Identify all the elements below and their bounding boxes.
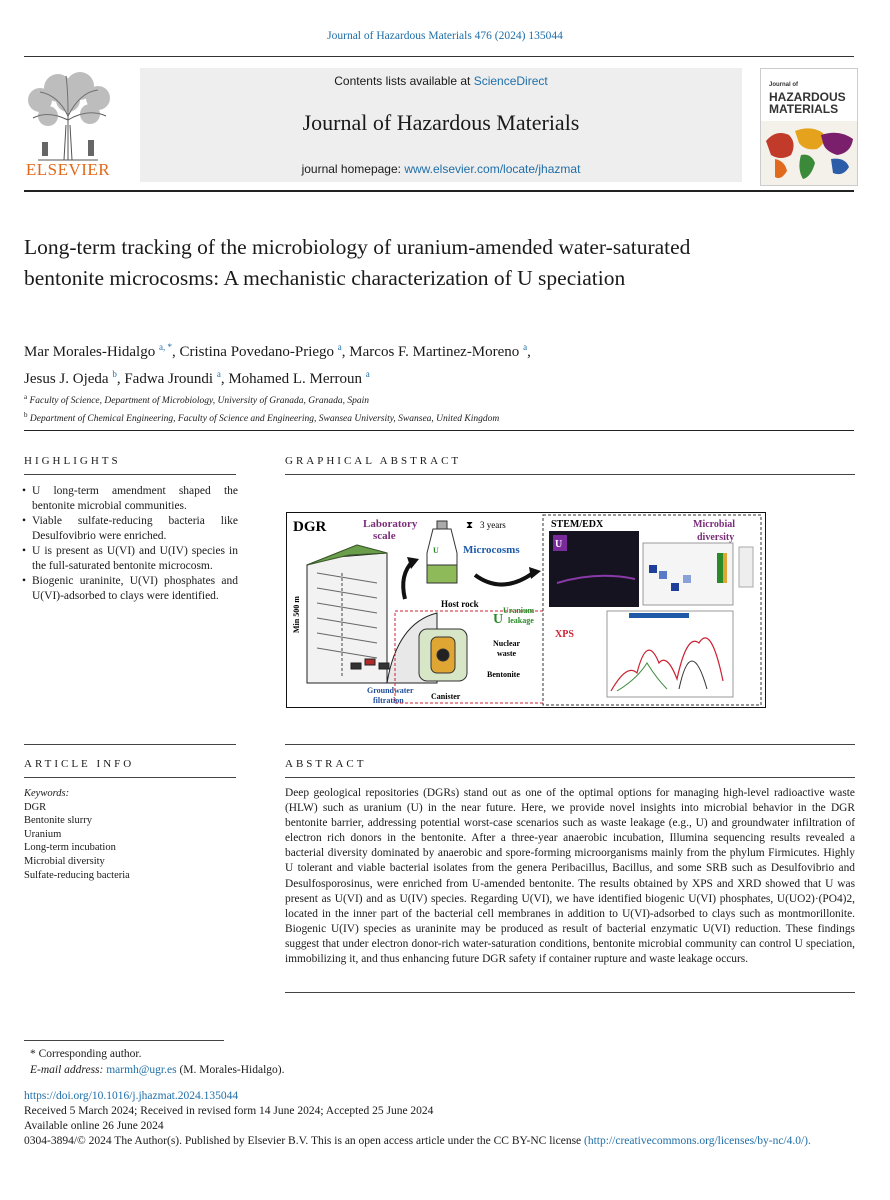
keyword[interactable]: Bentonite slurry <box>24 815 92 827</box>
online-date: Available online 26 June 2024 <box>24 1120 164 1132</box>
ga-depth-label: Min 500 m <box>292 596 301 633</box>
abstract-bottom-rule <box>285 992 855 993</box>
abstract-top-rule <box>285 744 855 745</box>
ga-bentonite-label: Bentonite <box>487 670 520 679</box>
footnote-rule <box>24 1040 224 1041</box>
ga-waste-label: waste <box>497 649 517 658</box>
author-affil-mark[interactable]: a <box>337 342 342 352</box>
highlights-rule <box>24 474 236 475</box>
author-affil-mark[interactable]: a <box>216 369 221 379</box>
homepage-prefix: journal homepage: <box>301 162 401 176</box>
author-name[interactable]: Cristina Povedano-Priego <box>179 344 335 360</box>
homepage-line <box>140 162 742 176</box>
license-text: 0304-3894/© 2024 The Author(s). Published by Elsevier B.V. This is an open access article under the CC BY-NC license <box>24 1135 582 1147</box>
author-list: Mar Morales-Hidalgo $^{a, *}$, Cristina Povedano-Priego $^a$, Marcos F. Martinez-Moreno $^a$, Jesus J. Ojeda $^b$, Fadwa Jroundi $^a$, Mohamed L. Merroun $^a$ <box>24 342 531 387</box>
email-line <box>30 1062 530 1078</box>
license-line <box>24 1134 864 1149</box>
journal-cover[interactable] <box>760 68 858 186</box>
elsevier-tree-icon <box>18 70 118 162</box>
affiliations <box>24 390 824 426</box>
article-info-rule <box>24 777 236 778</box>
header-rule <box>24 56 854 57</box>
corresponding-note: * Corresponding author. <box>30 1048 142 1060</box>
author-name[interactable]: Fadwa Jroundi <box>124 371 214 387</box>
affiliation-b <box>24 408 824 426</box>
author-affil-mark[interactable]: a, * <box>158 342 172 352</box>
author-affil-mark[interactable]: a <box>523 342 528 352</box>
author-name[interactable]: Marcos F. Martinez-Moreno <box>349 344 520 360</box>
hourglass-icon: ⧗ <box>466 520 474 531</box>
ga-lab-label: Laboratory <box>363 518 418 530</box>
graphical-abstract-heading: GRAPHICAL ABSTRACT <box>285 455 462 467</box>
article-title: Long-term tracking of the microbiology of uranium-amended water-saturated bentonite microcosms: A mechanistic characterization of U speciation <box>24 235 691 290</box>
highlights-list <box>22 484 238 604</box>
license-link[interactable]: (http://creativecommons.org/licenses/by-nc/4.0/). <box>584 1135 811 1147</box>
abstract-rule <box>285 777 855 778</box>
journal-banner <box>140 68 742 182</box>
cover-line3: MATERIALS <box>769 102 839 116</box>
elsevier-wordmark: ELSEVIER <box>25 160 111 179</box>
publication-info <box>24 1089 864 1149</box>
graphical-abstract-svg <box>287 513 765 707</box>
keyword[interactable]: DGR <box>24 801 47 813</box>
ga-arrow-right <box>475 573 533 585</box>
affiliation-a <box>24 390 824 408</box>
ga-dgr-label: DGR <box>293 519 327 535</box>
ga-u-big: U <box>493 612 504 627</box>
graphical-abstract-figure[interactable] <box>286 512 766 708</box>
abstract-text: Deep geological repositories (DGRs) stand out as one of the optimal options for managing high-level radioactive waste (HLW) such as uranium (U) in the near future. Here, we provide novel insights into microbial behavior in the DGR bentonite barrier, addressing potential worst-case scenarios such as waste leakage (e.g., U) and groundwater infiltration of electron rich donors in the bentonite. After a three-year anaerobic incubation, Illumina sequencing results revealed a bacterial diversity dominated by anaerobic and spore-forming microorganisms mainly from the phylum Firmicutes. Highly U tolerant and viable bacterial isolates from the genera Peribacillus, Bacillus, and some SRB such as Desulfovibrio and Desulfosporosinus, were enriched from U-amended bentonite. The results obtained by XPS and XRD showed that U was present as U(VI) and as U(IV) species. Regarding U(VI), we have identified biogenic U(VI) phosphates, U(UO2)·(PO4)2, located in the inner part of the bacterial cell membranes in addition to U(VI)-adsorbed to clays such as montmorillonite. Biogenic U(IV) species as uraninite may be produced as result of bacterial enzymatic U(VI) reduction. These findings suggest that under electron donor-rich water-saturation conditions, bentonite microbial community can control U speciation, immobilizing it, and thus enhancing future DGR safety if container rupture and waste leakage occurs. <box>285 787 855 966</box>
ga-years-label: 3 years <box>480 520 506 530</box>
ga-groundwater-label: Groundwater <box>367 686 414 695</box>
highlights-heading: HIGHLIGHTS <box>24 455 121 467</box>
keyword[interactable]: Microbial diversity <box>24 855 105 867</box>
keyword[interactable]: Sulfate-reducing bacteria <box>24 869 130 881</box>
repository-block <box>307 545 437 683</box>
affil-text: Department of Chemical Engineering, Faculty of Science and Engineering, Swansea University, Swansea, United Kingdom <box>29 414 500 425</box>
highlight-item: • Viable sulfate-reducing bacteria like Desulfovibrio were enriched. <box>22 514 238 544</box>
journal-title: Journal of Hazardous Materials <box>302 110 580 135</box>
microcosm-bottle <box>427 521 457 583</box>
email-link[interactable]: marmh@ugr.es <box>106 1064 177 1076</box>
doi-link[interactable]: https://doi.org/10.1016/j.jhazmat.2024.135044 <box>24 1090 239 1102</box>
email-label: E-mail address: <box>30 1064 104 1076</box>
ga-nuclear-label: Nuclear <box>493 639 521 648</box>
ga-leakage-label: leakage <box>508 616 534 625</box>
canister-graphic <box>419 629 467 681</box>
sciencedirect-link[interactable]: ScienceDirect <box>473 74 548 88</box>
affil-text: Faculty of Science, Department of Microbiology, University of Granada, Granada, Spain <box>29 396 369 407</box>
article-info-top-rule <box>24 744 236 745</box>
ga-diversity-label: diversity <box>697 532 735 543</box>
highlight-item: • U long-term amendment shaped the bentonite microbial communities. <box>22 484 238 514</box>
section-rule <box>24 430 854 431</box>
author-name[interactable]: Mar Morales-Hidalgo <box>24 344 156 360</box>
article-info-heading: ARTICLE INFO <box>24 758 135 770</box>
highlight-item: • U is present as U(VI) and U(IV) species in the full-saturated bentonite microcosm. <box>22 544 238 574</box>
affil-mark: b <box>24 411 28 420</box>
author-name[interactable]: Jesus J. Ojeda <box>24 371 109 387</box>
journal-citation[interactable]: Journal of Hazardous Materials 476 (2024) 135044 <box>327 30 563 42</box>
keywords-label: Keywords: <box>24 788 70 799</box>
cover-line2: HAZARDOUS <box>769 90 846 104</box>
cover-title <box>769 79 849 115</box>
contents-prefix: Contents lists available at <box>334 74 471 88</box>
keywords-block <box>24 787 236 882</box>
author-affil-mark[interactable]: b <box>112 369 117 379</box>
homepage-link[interactable]: www.elsevier.com/locate/jhazmat <box>404 162 581 176</box>
keyword[interactable]: Uranium <box>24 828 62 840</box>
ga-scale-label: scale <box>373 530 396 542</box>
author-name[interactable]: Mohamed L. Merroun <box>228 371 363 387</box>
ga-filtration-label: filtration <box>373 696 404 705</box>
abstract-heading: ABSTRACT <box>285 758 367 770</box>
ga-microbial-label: Microbial <box>693 519 736 530</box>
graphical-abstract-rule <box>285 474 855 475</box>
author-affil-mark[interactable]: a <box>365 369 370 379</box>
ga-canister-label: Canister <box>431 692 461 701</box>
ga-uranium-label: Uranium <box>503 606 535 615</box>
ga-stem-label: STEM/EDX <box>551 519 604 530</box>
footnotes <box>30 1046 530 1078</box>
ga-stem-u: U <box>555 539 563 550</box>
contents-line <box>140 74 742 88</box>
elsevier-logo[interactable] <box>18 70 118 182</box>
xps-spectrum-graphic <box>607 611 733 697</box>
ga-u-mark: U <box>433 546 439 555</box>
received-dates: Received 5 March 2024; Received in revised form 14 June 2024; Accepted 25 June 2024 <box>24 1105 434 1117</box>
keyword[interactable]: Long-term incubation <box>24 842 116 854</box>
ga-host-rock-label: Host rock <box>441 599 479 609</box>
cover-map-image <box>761 121 857 185</box>
cover-line1: Journal of <box>769 82 799 88</box>
ga-arrow-head-right <box>529 567 541 579</box>
email-owner: (M. Morales-Hidalgo). <box>179 1064 285 1076</box>
ga-xps-label: XPS <box>555 629 574 640</box>
ga-microcosms-label: Microcosms <box>463 544 520 556</box>
header-thick-rule <box>24 190 854 192</box>
highlight-item: • Biogenic uraninite, U(VI) phosphates and U(VI)-adsorbed to clays were identified. <box>22 574 238 604</box>
heatmap-graphic <box>643 543 753 605</box>
affil-mark: a <box>24 393 28 401</box>
